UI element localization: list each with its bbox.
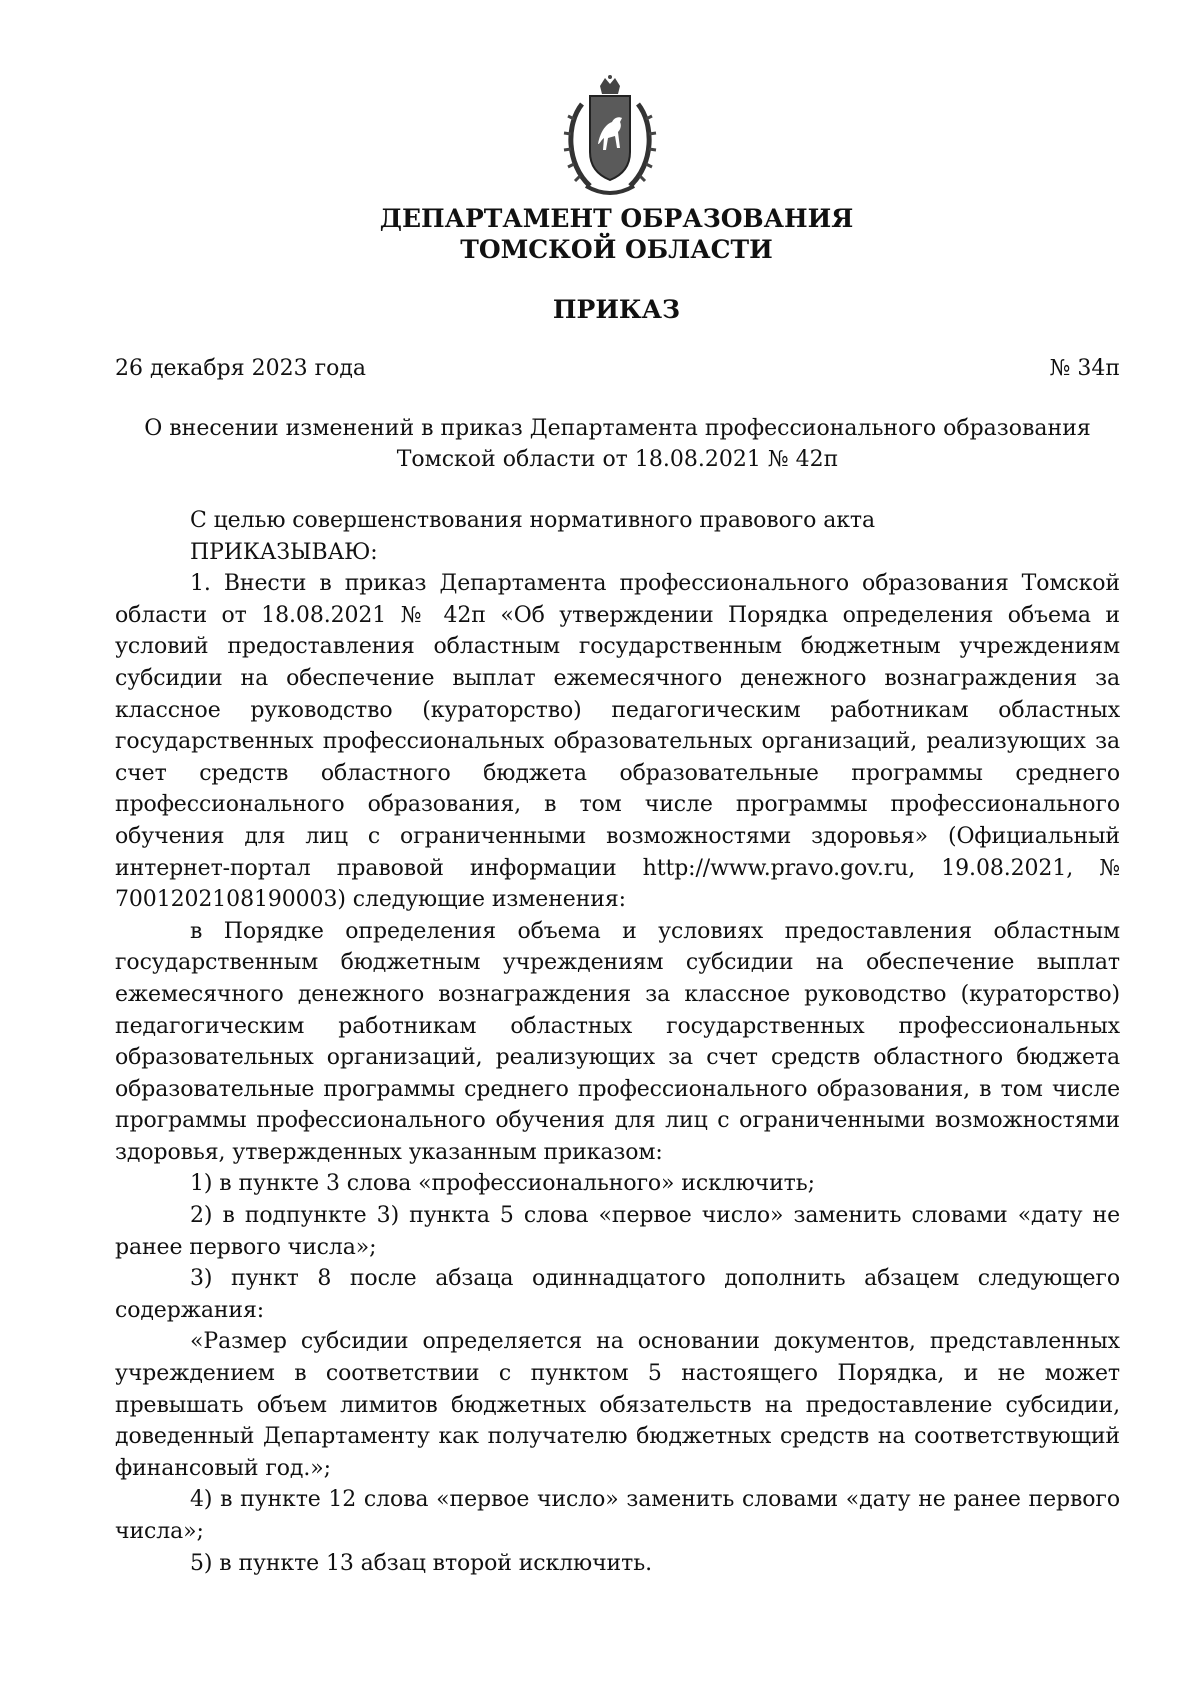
document-number: № 34п (1049, 356, 1120, 381)
document-type: ПРИКАЗ (552, 295, 681, 324)
date-number-row (115, 354, 1120, 383)
department-name-line1: ДЕПАРТАМЕНТ ОБРАЗОВАНИЯ (379, 204, 854, 233)
department-name (0, 203, 1200, 265)
body-item-1: 1) в пункте 3 слова «профессионального» исключить; (190, 1171, 815, 1197)
body-item-4: 4) в пункте 12 слова «первое число» заменить словами «дату не ранее первого числа»; (115, 1487, 1120, 1544)
body-item-3: 3) пункт 8 после абзаца одиннадцатого дополнить абзацем следующего содержания: (115, 1266, 1120, 1323)
body-intro: С целью совершенствования нормативного правового акта (190, 508, 875, 533)
body-item-2: 2) в подпункте 3) пункта 5 слова «первое число» заменить словами «дату не ранее первого числа»; (115, 1203, 1120, 1260)
body-quote: «Размер субсидии определяется на основании документов, представленных учреждением в соответствии с пунктом 5 настоящего Порядка, и не может превышать объем лимитов бюджетных обязательств на предоставление субсидии, доведенный Департаменту как получателю бюджетных средств на соответствующий финансовый год.»; (115, 1329, 1120, 1481)
document-subject: О внесении изменений в приказ Департамента профессионального образования Томской области от 18.08.2021 № 42п (144, 416, 1091, 472)
document-date: 26 декабря 2023 года (115, 356, 367, 381)
department-name-line2: ТОМСКОЙ ОБЛАСТИ (460, 235, 773, 264)
body-order-word: ПРИКАЗЫВАЮ: (190, 539, 378, 565)
tomsk-coat-of-arms-icon (560, 74, 660, 204)
body-paragraph-1: 1. Внести в приказ Департамента профессионального образования Томской области от 18.08.2021 № 42п «Об утверждении Порядка определения объема и условий предоставления областным государственным бюджетным учреждениям субсидии на обеспечение выплат ежемесячного денежного вознаграждения за классное руководство (кураторство) педагогическим работникам областных государственных профессиональных образовательных организаций, реализующих за счет средств областного бюджета образовательные программы среднего профессионального образования, в том числе программы профессионального обучения для лиц с ограниченными возможностями здоровья» (Официальный интернет-портал правовой информации http://www.pravo.gov.ru, 19.08.2021, № 7001202108190003) следующие изменения: (115, 571, 1120, 913)
body-item-5: 5) в пункте 13 абзац второй исключить. (190, 1550, 652, 1576)
document-body (115, 505, 1120, 1579)
body-paragraph-2: в Порядке определения объема и условиях предоставления областным государственным бюджетным учреждениям субсидии на обеспечение выплат ежемесячного денежного вознаграждения за классное руководство (кураторство) педагогическим работникам областных государственных профессиональных образовательных организаций, реализующих за счет средств областного бюджета образовательные программы среднего профессионального образования, в том числе программы профессионального обучения для лиц с ограниченными возможностями здоровья, утвержденных указанным приказом: (115, 918, 1120, 1165)
